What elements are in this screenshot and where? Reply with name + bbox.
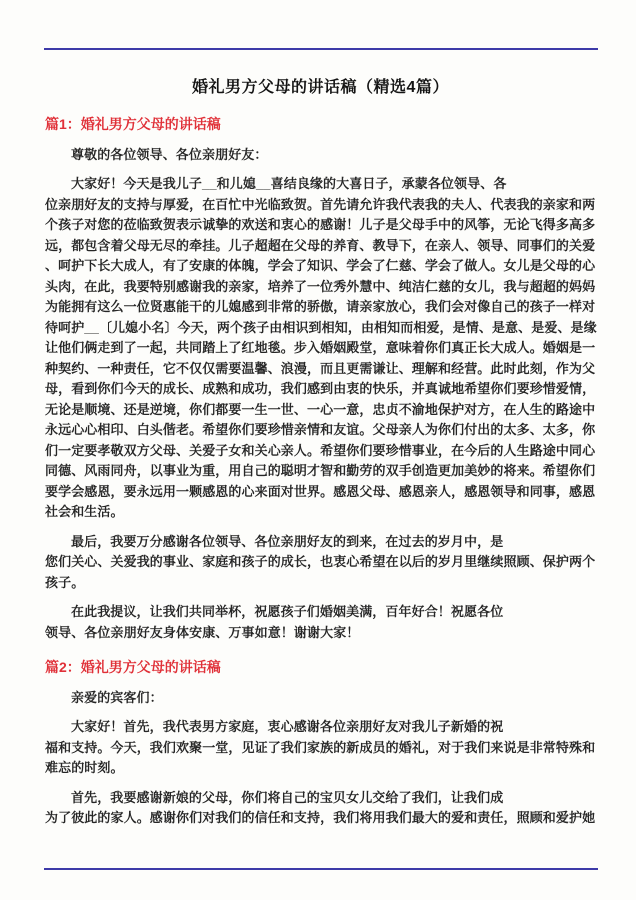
text-line: 在此我提议，让我们共同举杯，祝愿孩子们婚姻美满，百年好合！祝愿各位 (71, 604, 504, 619)
section-heading: 篇2：婚礼男方父母的讲话稿 (45, 659, 221, 675)
paragraph (45, 174, 596, 523)
page-title: 婚礼男方父母的讲话稿（精选4篇） (192, 79, 449, 96)
text-line: 福和支持。今天，我们欢聚一堂，见证了我们家族的新成员的婚礼，对于我们来说是非常特殊和 (45, 739, 596, 755)
text-line: 尊敬的各位领导、各位亲朋好友： (71, 146, 268, 162)
text-line: 亲爱的宾客们： (71, 689, 163, 705)
text-line: 同德、风雨同舟，以事业为重，用自己的聪明才智和勤劳的双手创造更加美妙的将来。希望你们 (45, 463, 596, 478)
text-line: 无论是顺境、还是逆境，你们都要一生一世、一心一意，忠贞不渝地保护对方，在人生的路途中 (45, 401, 596, 417)
text-line: 、呵护下长大成人，有了安康的体魄，学会了知识、学会了仁慈、学会了做人。女儿是父母的心 (45, 258, 596, 273)
paragraph (45, 688, 596, 709)
paragraph (45, 717, 596, 779)
text-line: 难忘的时刻。 (45, 760, 124, 775)
text-line: 远，都包含着父母无尽的牵挂。儿子超超在父母的养育、教导下，在亲人、领导、同事们的关爱 (45, 237, 596, 253)
text-line: 您们关心、关爱我的事业、家庭和孩子的成长，也衷心希望在以后的岁月里继续照顾、保护两个 (45, 554, 596, 569)
text-line: 为能拥有这么一位贤惠能干的儿媳感到非常的骄傲，请亲家放心，我们会对像自己的孩子一样对 (45, 299, 596, 314)
text-line: 大家好！首先，我代表男方家庭，衷心感谢各位亲朋好友对我儿子新婚的祝 (71, 719, 504, 734)
text-line: 要学会感恩，要永远用一颗感恩的心来面对世界。感恩父母、感恩亲人，感恩领导和同事，感恩 (45, 483, 596, 499)
paragraph (45, 532, 596, 594)
text-line: 种契约、一种责任，它不仅仅需要温馨、浪漫，而且更需谦让、理解和经营。此时此刻，作为父 (45, 360, 596, 376)
document-content (45, 48, 596, 838)
paragraph (45, 602, 596, 643)
text-line: 母，看到你们今天的成长、成熟和成功，我们感到由衷的快乐，并真诚地希望你们要珍惜爱情， (45, 381, 596, 396)
paragraph (45, 788, 596, 829)
text-line: 们一定要孝敬双方父母、关爱子女和关心亲人。希望你们要珍惜事业，在今后的人生路途中同心 (45, 442, 596, 458)
text-line: 领导、各位亲朋好友身体安康、万事如意！谢谢大家！ (45, 624, 360, 640)
text-line: 永远心心相印、白头偕老。希望你们要珍惜亲情和友谊。父母亲人为你们付出的太多、太多，你 (45, 422, 596, 437)
text-line: 位亲朋好友的支持与厚爱，在百忙中光临致贺。首先请允许我代表我的夫人、代表我的亲家和两 (45, 196, 596, 212)
text-line: 最后，我要万分感谢各位领导、各位亲朋好友的到来，在过去的岁月中，是 (71, 533, 504, 549)
text-line: 为了彼此的家人。感谢你们对我们的信任和支持，我们将用我们最大的爱和责任，照顾和爱护她 (45, 810, 596, 825)
sections-container (45, 114, 596, 829)
paragraph (45, 145, 596, 166)
text-line: 首先，我要感谢新娘的父母，你们将自己的宝贝女儿交给了我们，让我们成 (71, 789, 504, 805)
text-line: 大家好！今天是我儿子__和儿媳__喜结良缘的大喜日子，承蒙各位领导、各 (71, 176, 507, 191)
text-line: 待呵护__〔儿媳小名〕今天，两个孩子由相识到相知，由相知而相爱，是情、是意、是爱、是缘 (45, 319, 597, 335)
text-line: 孩子。 (45, 574, 85, 590)
text-line: 让他们俩走到了一起，共同踏上了红地毯。步入婚姻殿堂，意味着你们真正长大成人。婚姻是一 (45, 340, 596, 355)
text-line: 个孩子对您的莅临致贺表示诚挚的欢送和衷心的感谢！儿子是父母手中的风筝，无论飞得多高多 (45, 217, 596, 232)
text-line: 社会和生活。 (45, 504, 124, 519)
section-heading: 篇1：婚礼男方父母的讲话稿 (45, 116, 221, 132)
text-line: 头肉，在此，我要特别感谢我的亲家，培养了一位秀外慧中、纯洁仁慈的女儿，我与超超的妈妈 (45, 278, 596, 294)
bottom-horizontal-rule (44, 868, 598, 870)
